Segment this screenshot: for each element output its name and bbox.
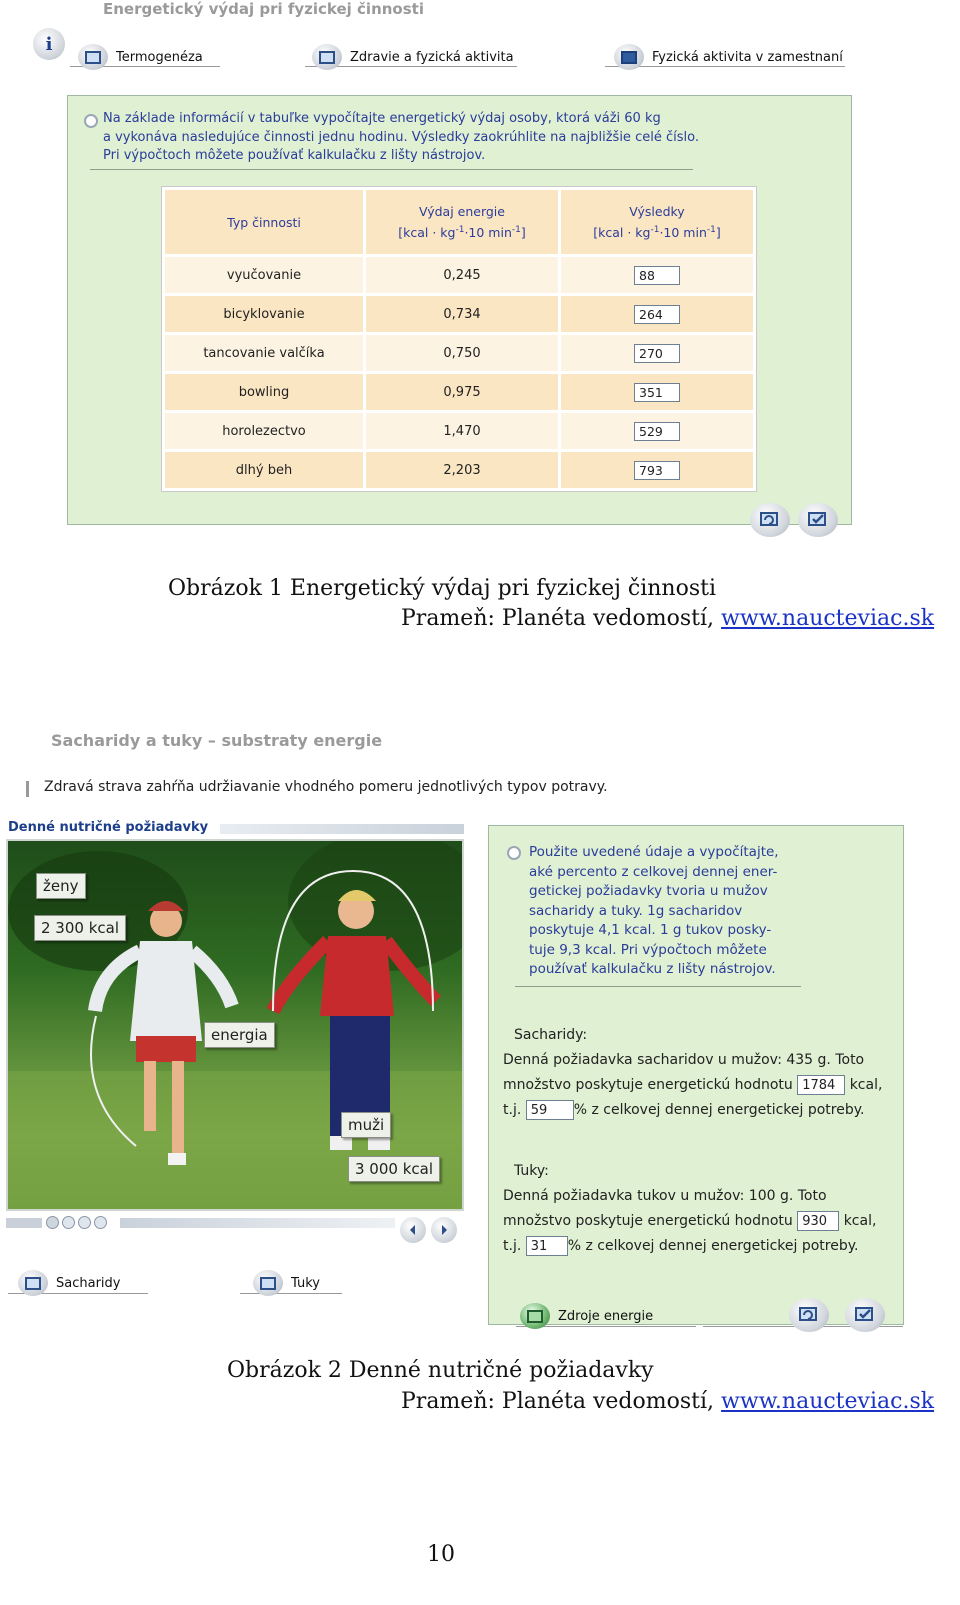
figure1-panel — [67, 95, 852, 525]
check-button-2[interactable] — [845, 1298, 885, 1332]
source-1: Prameň: Planéta vedomostí, www.naucteviac.sk — [401, 606, 935, 631]
window-icon — [78, 44, 108, 70]
sacharidy-button[interactable] — [18, 1270, 120, 1296]
check-icon — [807, 511, 829, 529]
carbs-percent-input[interactable]: 59 — [526, 1100, 574, 1120]
table-row: dlhý beh 2,203 793 — [165, 452, 753, 488]
people-photo — [6, 839, 464, 1211]
page-dot[interactable] — [62, 1216, 75, 1229]
left-header: Denné nutričné požiadavky — [8, 820, 209, 835]
tuky-label: Tuky — [291, 1275, 320, 1291]
zdroje-energie-button[interactable] — [520, 1303, 653, 1329]
book-icon — [520, 1303, 550, 1329]
page-dots — [46, 1216, 107, 1229]
tag-men-kcal: 3 000 kcal — [348, 1156, 440, 1182]
tag-women: ženy — [36, 873, 86, 899]
refresh-icon — [759, 511, 781, 529]
result-input[interactable]: 351 — [634, 383, 680, 402]
window-icon — [614, 44, 644, 70]
source-link[interactable]: www.naucteviac.sk — [721, 1389, 935, 1414]
list-icon — [18, 1270, 48, 1296]
check-button[interactable] — [798, 503, 838, 537]
table-row: tancovanie valčíka 0,750 270 — [165, 335, 753, 371]
figure2-instruction: Použite uvedené údaje a vypočítajte, aké percento z celkovej dennej ener- getickej požiadavky tvoria u mužov sacharidy a tuky. 1g sacharidov poskytuje 4,1 kcal. 1 g tukov posky- tuje 9,3 kcal. Pri výpočtoch môžete používať kalkulačku z lišty nástrojov. — [529, 844, 779, 977]
fats-heading: Tuky: — [514, 1163, 549, 1179]
result-input[interactable]: 88 — [634, 266, 680, 285]
tag-women-kcal: 2 300 kcal — [34, 915, 126, 941]
table-row: vyučovanie 0,245 88 — [165, 257, 753, 293]
nav-zdravie-button[interactable] — [312, 44, 514, 70]
carbs-section: Sacharidy: Denná požiadavka sacharidov u mužov: 435 g. Toto množstvo poskytuje energetickú hodnotu 1784 kcal, t.j. 59 % z celkovej dennej energetickej potreby. — [503, 1023, 882, 1123]
nav-termogeneza-button[interactable] — [78, 44, 203, 70]
page-dot[interactable] — [78, 1216, 91, 1229]
nav-zamestnanie-button[interactable] — [614, 44, 843, 70]
energy-table — [162, 187, 756, 491]
table-row: bicyklovanie 0,734 264 — [165, 296, 753, 332]
result-input[interactable]: 264 — [634, 305, 680, 324]
next-arrow-icon — [438, 1224, 450, 1236]
fats-percent-input[interactable]: 31 — [526, 1236, 568, 1256]
fats-kcal-input[interactable]: 930 — [797, 1211, 839, 1231]
carbs-kcal-input[interactable]: 1784 — [797, 1075, 845, 1095]
page-dot[interactable] — [94, 1216, 107, 1229]
result-input[interactable]: 270 — [634, 344, 680, 363]
prev-button[interactable] — [400, 1217, 426, 1243]
prev-arrow-icon — [407, 1224, 419, 1236]
tag-energy: energia — [204, 1022, 275, 1048]
result-input[interactable]: 793 — [634, 461, 680, 480]
tag-men: muži — [341, 1112, 391, 1138]
figure2-subtitle: Zdravá strava zahŕňa udržiavanie vhodného pomeru jednotlivých typov potravy. — [44, 779, 608, 795]
next-button[interactable] — [431, 1217, 457, 1243]
window-icon — [312, 44, 342, 70]
source-2: Prameň: Planéta vedomostí, www.naucteviac.sk — [401, 1389, 935, 1414]
zdroje-label: Zdroje energie — [558, 1308, 654, 1324]
refresh-icon — [798, 1306, 820, 1324]
sacharidy-label: Sacharidy — [56, 1275, 121, 1291]
reset-button[interactable] — [750, 503, 790, 537]
figure1-title: Energetický výdaj pri fyzickej činnosti — [103, 0, 424, 18]
result-input[interactable]: 529 — [634, 422, 680, 441]
list-icon — [253, 1270, 283, 1296]
tuky-button[interactable] — [253, 1270, 320, 1296]
figure1-instruction: Na základe informácií v tabuľke vypočítajte energetický výdaj osoby, ktorá váži 60 kg a vykonáva nasledujúce činnosti jednu hodinu. Výsledky zaokrúhlite na najbližšie celé číslo. Pri výpočtoch môžete používať kalkulačku z lišty nástrojov. — [103, 111, 699, 163]
figure2-title: Sacharidy a tuky – substraty energie — [51, 731, 383, 750]
figure2-panel — [488, 825, 904, 1325]
nav-label: Termogenéza — [116, 49, 203, 65]
caption-1: Obrázok 1 Energetický výdaj pri fyzickej činnosti — [168, 576, 717, 601]
table-row: horolezectvo 1,470 529 — [165, 413, 753, 449]
page-number: 10 — [427, 1542, 455, 1567]
info-icon[interactable]: i — [33, 28, 65, 60]
source-link[interactable]: www.naucteviac.sk — [721, 606, 935, 631]
carbs-heading: Sacharidy: — [514, 1027, 588, 1043]
energy-table-wrap — [161, 186, 757, 492]
table-row: bowling 0,975 351 — [165, 374, 753, 410]
header-activity: Typ činnosti — [165, 190, 363, 254]
fats-section: Tuky: Denná požiadavka tukov u mužov: 100 g. Toto množstvo poskytuje energetickú hodnotu 930 kcal, t.j. 31 % z celkovej dennej energetickej potreby. — [503, 1159, 876, 1259]
nav-label: Zdravie a fyzická aktivita — [350, 49, 514, 65]
bullet-icon — [507, 846, 521, 860]
nav-label: Fyzická aktivita v zamestnaní — [652, 49, 843, 65]
page-dot[interactable] — [46, 1216, 59, 1229]
header-results: Výsledky [kcal · $kg^{-1}\cdot 10$ $\min^{-1}$] — [561, 190, 753, 254]
check-icon — [854, 1306, 876, 1324]
reset-button-2[interactable] — [789, 1298, 829, 1332]
header-energy: Výdaj energie [kcal · $kg^{-1}\cdot 10$ $\min^{-1}$] — [366, 190, 558, 254]
bullet-icon — [84, 114, 98, 128]
caption-2: Obrázok 2 Denné nutričné požiadavky — [227, 1358, 654, 1383]
